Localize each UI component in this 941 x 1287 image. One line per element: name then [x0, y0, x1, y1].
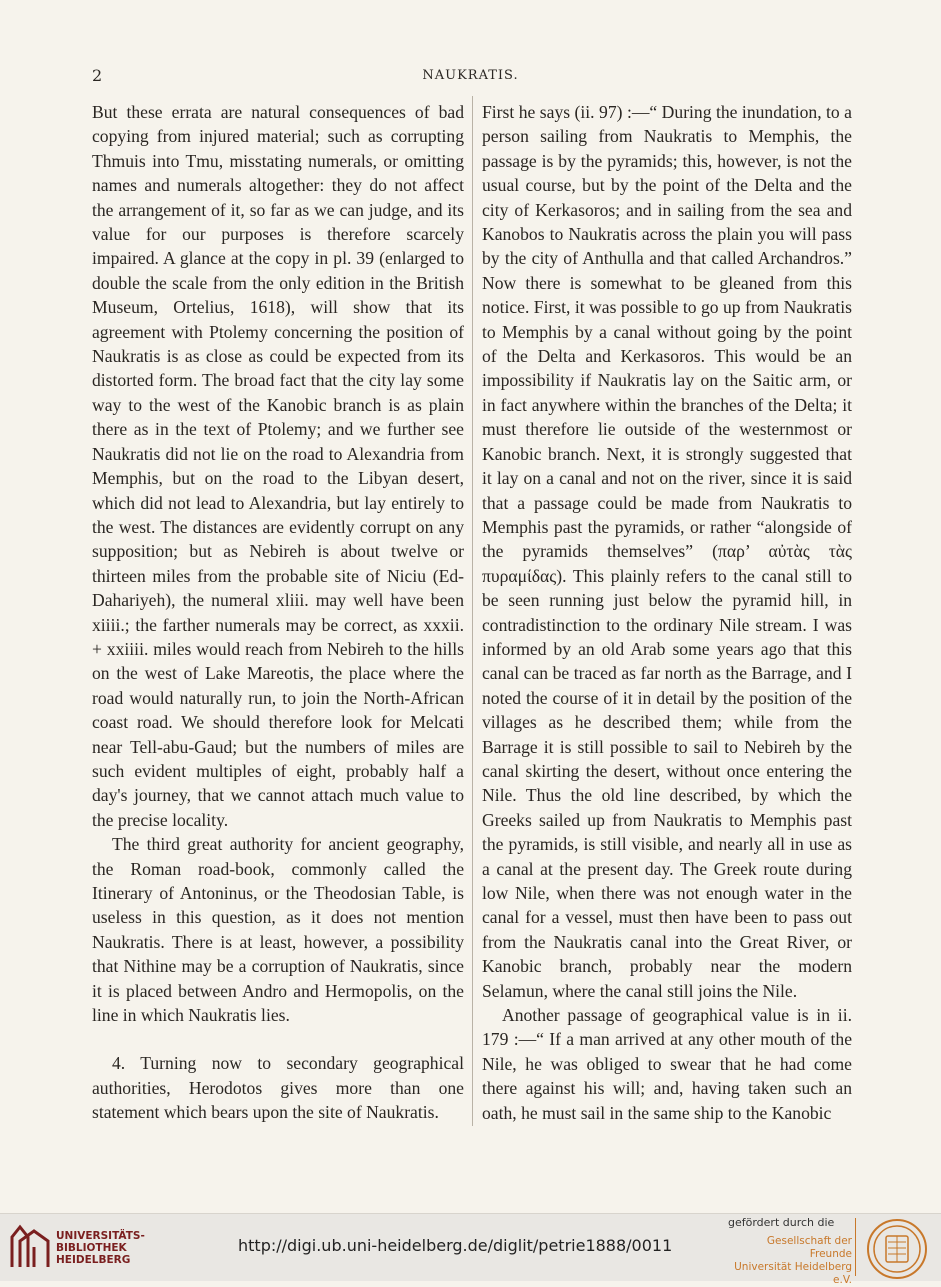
paragraph: But these errata are natural consequences of bad copying from injured material; such as corrupting Thmuis into Tmu, misstating numerals, or omitting names and numerals altogether: they do not affect the arrangement of it, so far as we can judge, and its value for our purposes is therefore scarcely impaired. A glance at the copy in pl. 39 (enlarged to double the scale from the only edition in the British Museum, Ortelius, 1618), will show that its agreement with Ptolemy concerning the position of Naukratis is as close as could be expected from its distorted form. The broad fact that the city lay some way to the west of the Kanobic branch is as plain there as in the text of Ptolemy; and we further see Naukratis did not lie on the road to Alexandria from Memphis, but on the road to the Libyan desert, which did not lead to Alexandria, but lay entirely to the west. The distances are evidently corrupt on any supposition; but as Nebireh is about twelve or thirteen miles from the probable site of Niciu (Ed-Dahariyeh), the numeral xliii. may well have been xiiii.; the farther numerals may be correct, as xxxii. + xxiiii. miles would reach from Nebireh to the hills on the west of Lake Mareotis, the place where the road would naturally run, to join the North-African coast road. We should therefore look for Melcati near Tell-abu-Gaud; but the numbers of miles are such evident multiples of eight, probably half a day's journey, that we cannot attach much value to the precise locality.: [92, 102, 464, 830]
column-divider: [472, 96, 473, 1126]
left-column: [92, 100, 464, 1125]
library-line: HEIDELBERG: [56, 1254, 131, 1266]
permalink-url[interactable]: http://digi.ub.uni-heidelberg.de/diglit/petrie1888/0011: [238, 1236, 673, 1255]
university-library-name: [56, 1230, 145, 1266]
society-line: Universität Heidelberg e.V.: [734, 1261, 852, 1286]
society-name: [728, 1235, 852, 1287]
paragraph: First he says (ii. 97) :—“ During the inundation, to a person sailing from Naukratis to Memphis, the passage is by the pyramids; this, however, is not the usual course, but by the point of the Delta and the city of Kerkasoros; and in sailing from the sea and Kanobos to Naukratis across the plain you will pass by the city of Anthulla and that called Archandros.” Now there is somewhat to be gleaned from this notice. First, it was possible to go up from Naukratis to Memphis by a canal without going by the point of the Delta and Kerkasoros. This would be an impossibility if Naukratis lay on the Saitic arm, or in fact anywhere within the branches of the Delta; it must therefore lie outside of the westernmost or Kanobic branch. Next, it is strongly suggested that it lay on a canal and not on the river, since it is said that a passage could be made from Naukratis to Memphis past the pyramids, or rather “alongside of the pyramids themselves” (παρ’ αὐτὰς τὰς πυραμίδας). This plainly refers to the canal still to be seen running just below the pyramid hill, in contradistinction to the ordinary Nile stream. I was informed by an old Arab some years ago that this canal can be traced as far north as the Barrage, and I noted the course of it in detail by the position of the villages as he described them; while from the Barrage it is still possible to sail to Nebireh by the canal skirting the desert, without once entering the Nile. Thus the old line described, by which the Greeks sailed up from Naukratis to Memphis past the pyramids, is still visible, and nearly all in use as a canal at the present day. The Greek route during low Nile, when there was not enough water in the canal for a vessel, must then have been to pass out from the Naukratis canal into the Great River, or Kanobic branch, probably near the modern Selamun, where the canal still joins the Nile.: [482, 102, 852, 1001]
paragraph: The third great authority for ancient geography, the Roman road-book, commonly called the Itinerary of Antoninus, or the Theodosian Table, is useless in this question, as it does not mention Naukratis. There is at least, however, a possibility that Nithine may be a corruption of Naukratis, since it is placed between Andro and Hermopolis, on the line in which Naukratis lies.: [92, 834, 464, 1026]
library-line: BIBLIOTHEK: [56, 1242, 127, 1254]
university-seal-icon: [866, 1218, 928, 1280]
paragraph: 4. Turning now to secondary geographical authorities, Herodotos gives more than one statement which bears upon the site of Naukratis.: [92, 1053, 464, 1123]
footer-bar: [0, 1213, 941, 1286]
right-column: [482, 100, 852, 1125]
society-line: Gesellschaft der Freunde: [766, 1235, 852, 1260]
running-title: NAUKRATIS.: [422, 68, 519, 83]
university-library-logo-icon: [8, 1223, 54, 1271]
page-number: 2: [92, 66, 103, 85]
paragraph: Another passage of geographical value is in ii. 179 :—“ If a man arrived at any other mouth of the Nile, he was obliged to swear that he had come there against his will; and, having taken such an oath, he must sail in the same ship to the Kanobic: [482, 1005, 852, 1123]
funded-by-label: gefördert durch die: [728, 1216, 835, 1229]
footer-divider: [855, 1218, 856, 1276]
library-line: UNIVERSITÄTS-: [56, 1230, 145, 1242]
